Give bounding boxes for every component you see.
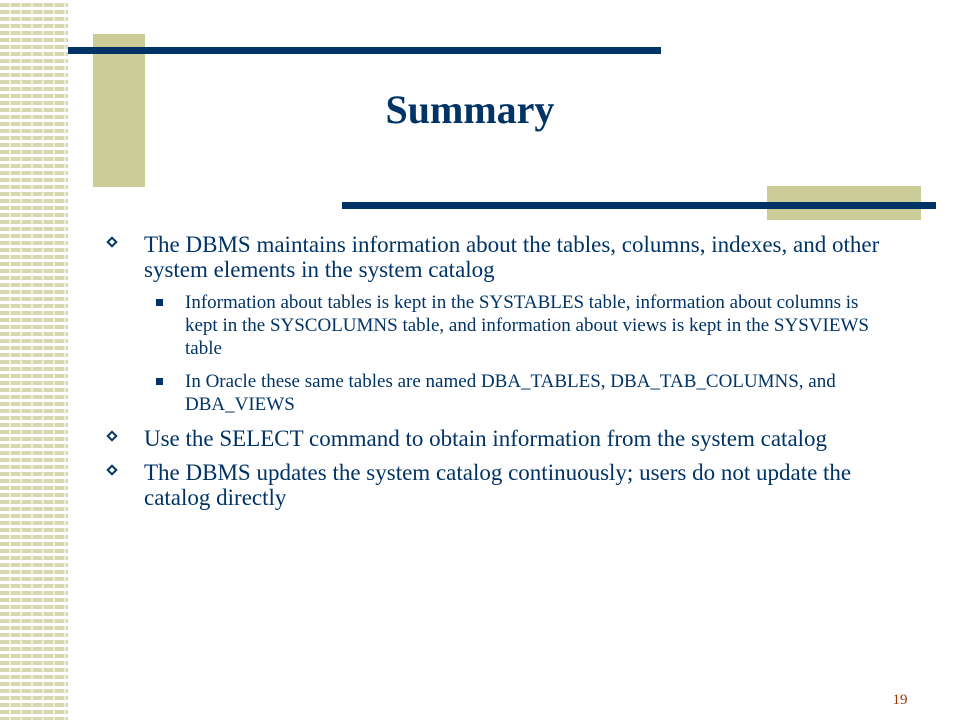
square-bullet-icon	[156, 378, 163, 385]
bullet-list	[100, 232, 890, 519]
bullet-item	[100, 460, 890, 510]
sub-bullet-item	[100, 291, 890, 360]
diamond-bullet-icon	[106, 236, 117, 247]
decorative-line-right	[342, 202, 936, 209]
sub-bullet-text: Information about tables is kept in the SYSTABLES table, information about columns is kept in the SYSCOLUMNS table, and information about views is kept in the SYSVIEWS table	[185, 292, 869, 359]
bullet-item	[100, 426, 890, 451]
bullet-text: The DBMS maintains information about the tables, columns, indexes, and other system elements in the system catalog	[144, 232, 880, 282]
square-bullet-icon	[156, 299, 163, 306]
diamond-bullet-icon	[106, 430, 117, 441]
bullet-text: The DBMS updates the system catalog continuously; users do not update the catalog directly	[144, 460, 852, 510]
bullet-text: Use the SELECT command to obtain information from the system catalog	[144, 426, 828, 451]
sub-bullet-item	[100, 370, 890, 416]
striped-side-bar	[0, 0, 68, 720]
page-number: 19	[892, 692, 908, 708]
bullet-item	[100, 232, 890, 282]
sub-bullet-text: In Oracle these same tables are named DBA_TABLES, DBA_TAB_COLUMNS, and DBA_VIEWS	[185, 371, 836, 415]
diamond-bullet-icon	[106, 464, 117, 475]
decorative-line-top	[68, 47, 661, 54]
slide-title: Summary	[385, 87, 555, 132]
decorative-block-top	[93, 34, 145, 187]
